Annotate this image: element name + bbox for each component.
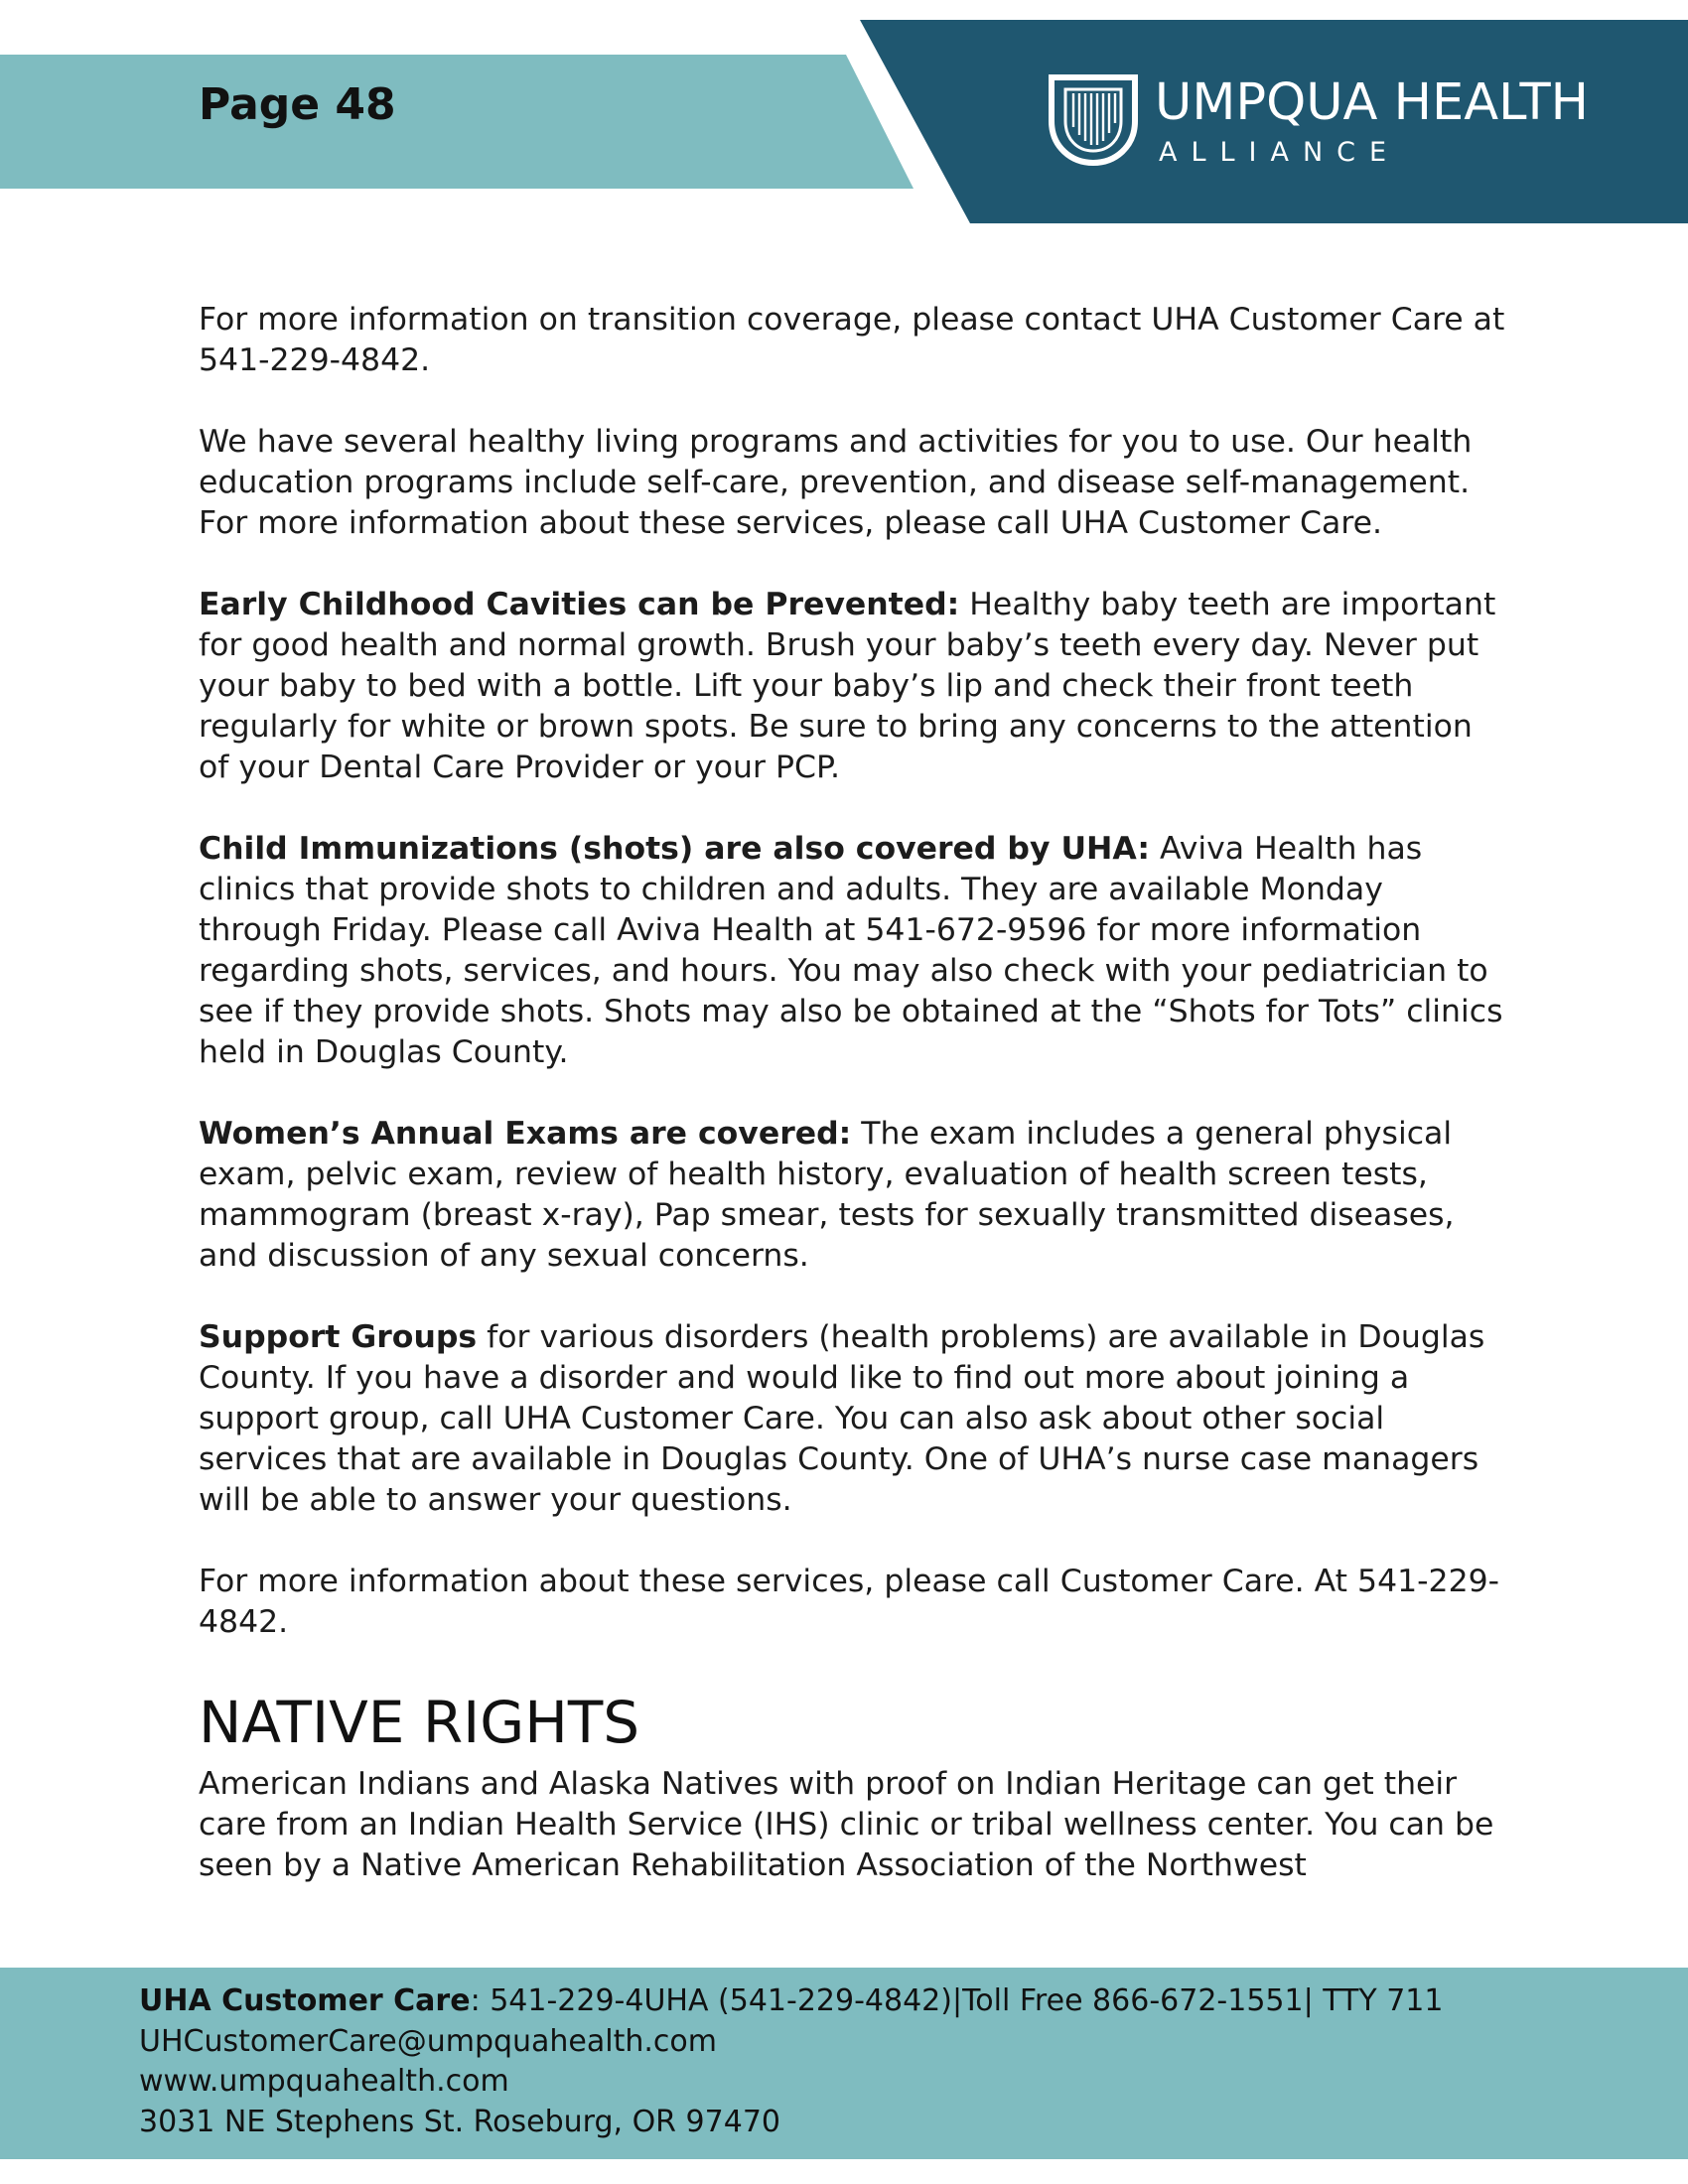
page-footer: [0, 1968, 1688, 2159]
transition-coverage-paragraph: For more information on transition coverage, please contact UHA Customer Care at 541-229-4842.: [199, 302, 1505, 378]
page-number: Page 48: [199, 79, 396, 130]
logo-name: UMPQUA HEALTH: [1155, 73, 1590, 132]
immunizations-heading: Child Immunizations (shots) are also covered by UHA:: [199, 831, 1150, 867]
footer-email[interactable]: UHCustomerCare@umpquahealth.com: [139, 2023, 717, 2059]
uha-logo: [1046, 68, 1641, 177]
footer-care-numbers: : 541-229-4UHA (541-229-4842)|Toll Free 866-672-1551| TTY 711: [470, 1983, 1444, 2018]
cavities-text: Healthy baby teeth are important for good health and normal growth. Brush your baby’s teeth every day. Never put your baby to bed with a bottle. Lift your baby’s lip and check their front teeth regularly for white or brown spots. Be sure to bring any concerns to the attention of your Dental Care Provider or your PCP.: [199, 587, 1496, 785]
native-rights-title: NATIVE RIGHTS: [199, 1689, 640, 1756]
immunizations-paragraph: [199, 829, 1509, 1073]
support-groups-heading: Support Groups: [199, 1319, 478, 1355]
footer-contact-block: [139, 1981, 1443, 2142]
immunizations-text: Aviva Health has clinics that provide shots to children and adults. They are available Monday through Friday. Please call Aviva Health at 541-672-9596 for more information regarding shots, services, and hours. You may also check with your pediatrician to see if they provide shots. Shots may also be obtained at the “Shots for Tots” clinics held in Douglas County.: [199, 831, 1503, 1070]
uha-shield-logo-icon: [1046, 71, 1141, 167]
native-rights-paragraph: American Indians and Alaska Natives with proof on Indian Heritage can get their care from an Indian Health Service (IHS) clinic or tribal wellness center. You can be seen by a Native American Rehabilitation Association of the Northwest: [199, 1766, 1494, 1883]
womens-exams-text: The exam includes a general physical exam, pelvic exam, review of health history, evaluation of health screen tests, mammogram (breast x-ray), Pap smear, tests for sexually transmitted diseases, and discussion of any sexual concerns.: [199, 1116, 1455, 1274]
footer-care-line: [139, 1981, 1443, 2022]
support-groups-paragraph: [199, 1317, 1509, 1521]
footer-website[interactable]: www.umpquahealth.com: [139, 2064, 509, 2099]
womens-exams-heading: Women’s Annual Exams are covered:: [199, 1116, 852, 1152]
healthy-living-paragraph: We have several healthy living programs and activities for you to use. Our health education programs include self-care, prevention, and disease self-management. For more information about these services, please call UHA Customer Care.: [199, 424, 1473, 541]
footer-address: 3031 NE Stephens St. Roseburg, OR 97470: [139, 2104, 780, 2139]
page-header: [0, 0, 1688, 228]
footer-care-label: UHA Customer Care: [139, 1983, 471, 2018]
cavities-paragraph: [199, 585, 1509, 788]
page-body: [199, 300, 1509, 1927]
womens-exams-paragraph: [199, 1114, 1509, 1277]
contact-paragraph: For more information about these services, please call Customer Care. At 541-229-4842.: [199, 1564, 1500, 1640]
support-groups-text: for various disorders (health problems) are available in Douglas County. If you have a disorder and would like to find out more about joining a support group, call UHA Customer Care. You can also ask about other social services that are available in Douglas County. One of UHA’s nurse case managers will be able to answer your questions.: [199, 1319, 1485, 1518]
logo-subname: ALLIANCE: [1159, 137, 1401, 168]
light-header-band: [0, 55, 914, 189]
cavities-heading: Early Childhood Cavities can be Prevented:: [199, 587, 960, 622]
